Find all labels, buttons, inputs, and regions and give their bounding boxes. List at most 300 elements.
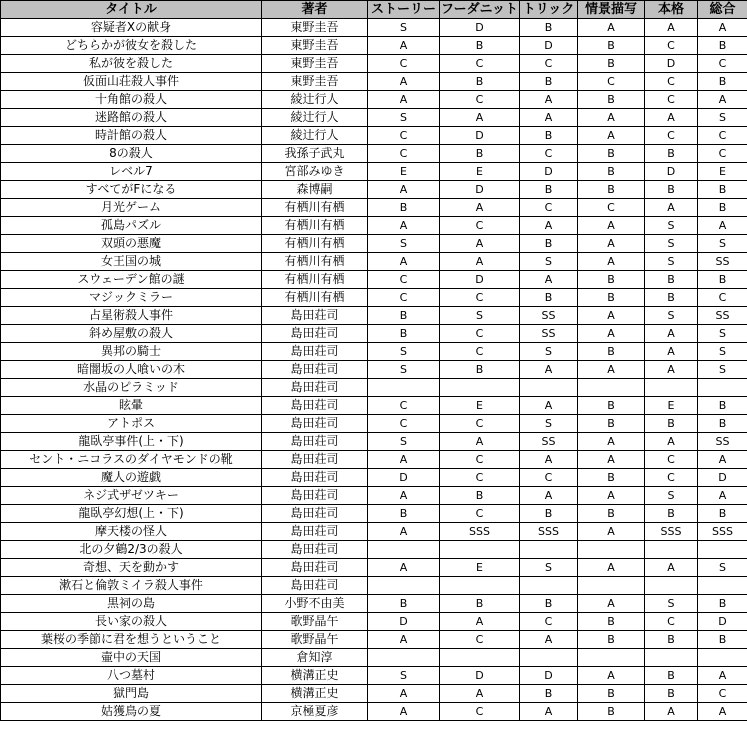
cell-author[interactable]: 東野圭吾 <box>262 19 368 37</box>
cell-title[interactable]: 容疑者Xの献身 <box>1 19 262 37</box>
cell-title[interactable]: 私が彼を殺した <box>1 55 262 73</box>
cell-overall[interactable]: S <box>698 235 747 253</box>
cell-overall[interactable]: SSS <box>698 523 747 541</box>
cell-title[interactable]: 孤島パズル <box>1 217 262 235</box>
cell-title[interactable]: 北の夕鶴2/3の殺人 <box>1 541 262 559</box>
cell-honkaku[interactable]: B <box>645 631 698 649</box>
cell-author[interactable]: 島田荘司 <box>262 451 368 469</box>
cell-trick[interactable] <box>520 577 578 595</box>
cell-trick[interactable]: A <box>520 451 578 469</box>
cell-overall[interactable]: B <box>698 397 747 415</box>
cell-overall[interactable]: B <box>698 199 747 217</box>
cell-title[interactable]: 異邦の騎士 <box>1 343 262 361</box>
cell-honkaku[interactable]: B <box>645 505 698 523</box>
cell-title[interactable]: スウェーデン館の謎 <box>1 271 262 289</box>
cell-author[interactable]: 宮部みゆき <box>262 163 368 181</box>
cell-author[interactable]: 有栖川有栖 <box>262 271 368 289</box>
cell-scenery[interactable]: C <box>578 73 645 91</box>
cell-title[interactable]: 時計館の殺人 <box>1 127 262 145</box>
cell-title[interactable]: 長い家の殺人 <box>1 613 262 631</box>
cell-fairness[interactable]: C <box>440 415 520 433</box>
cell-story[interactable]: C <box>368 397 440 415</box>
cell-fairness[interactable] <box>440 577 520 595</box>
cell-fairness[interactable]: C <box>440 451 520 469</box>
cell-honkaku[interactable]: A <box>645 433 698 451</box>
cell-author[interactable]: 有栖川有栖 <box>262 235 368 253</box>
cell-fairness[interactable]: E <box>440 163 520 181</box>
cell-trick[interactable]: A <box>520 361 578 379</box>
cell-fairness[interactable]: A <box>440 199 520 217</box>
cell-trick[interactable]: SSS <box>520 523 578 541</box>
cell-fairness[interactable]: C <box>440 343 520 361</box>
cell-fairness[interactable]: B <box>440 73 520 91</box>
cell-trick[interactable]: A <box>520 217 578 235</box>
cell-trick[interactable]: S <box>520 343 578 361</box>
cell-author[interactable]: 島田荘司 <box>262 505 368 523</box>
cell-scenery[interactable]: A <box>578 217 645 235</box>
cell-honkaku[interactable]: S <box>645 307 698 325</box>
cell-trick[interactable]: B <box>520 289 578 307</box>
cell-fairness[interactable]: D <box>440 19 520 37</box>
cell-story[interactable]: E <box>368 163 440 181</box>
cell-overall[interactable]: A <box>698 217 747 235</box>
cell-trick[interactable]: B <box>520 505 578 523</box>
cell-title[interactable]: どちらかが彼女を殺した <box>1 37 262 55</box>
cell-overall[interactable]: A <box>698 487 747 505</box>
cell-title[interactable]: 8の殺人 <box>1 145 262 163</box>
cell-author[interactable]: 島田荘司 <box>262 343 368 361</box>
cell-trick[interactable]: D <box>520 163 578 181</box>
cell-story[interactable]: B <box>368 325 440 343</box>
cell-trick[interactable]: C <box>520 469 578 487</box>
cell-story[interactable] <box>368 649 440 667</box>
cell-fairness[interactable] <box>440 649 520 667</box>
cell-author[interactable]: 島田荘司 <box>262 577 368 595</box>
cell-overall[interactable]: SS <box>698 433 747 451</box>
cell-author[interactable]: 森博嗣 <box>262 181 368 199</box>
cell-trick[interactable]: B <box>520 19 578 37</box>
cell-trick[interactable]: C <box>520 145 578 163</box>
cell-overall[interactable]: B <box>698 505 747 523</box>
cell-title[interactable]: すべてがFになる <box>1 181 262 199</box>
cell-overall[interactable]: A <box>698 667 747 685</box>
cell-scenery[interactable]: A <box>578 433 645 451</box>
cell-fairness[interactable]: C <box>440 325 520 343</box>
cell-scenery[interactable] <box>578 649 645 667</box>
cell-trick[interactable]: SS <box>520 433 578 451</box>
cell-scenery[interactable]: A <box>578 559 645 577</box>
cell-story[interactable]: D <box>368 469 440 487</box>
cell-overall[interactable]: C <box>698 289 747 307</box>
cell-fairness[interactable]: C <box>440 631 520 649</box>
cell-honkaku[interactable]: C <box>645 469 698 487</box>
cell-fairness[interactable]: D <box>440 181 520 199</box>
cell-honkaku[interactable]: S <box>645 217 698 235</box>
cell-fairness[interactable]: B <box>440 145 520 163</box>
cell-story[interactable]: A <box>368 685 440 703</box>
cell-fairness[interactable]: A <box>440 109 520 127</box>
cell-author[interactable]: 倉知淳 <box>262 649 368 667</box>
cell-author[interactable]: 歌野晶午 <box>262 631 368 649</box>
cell-fairness[interactable]: A <box>440 253 520 271</box>
cell-story[interactable]: S <box>368 343 440 361</box>
cell-story[interactable]: A <box>368 559 440 577</box>
cell-author[interactable]: 歌野晶午 <box>262 613 368 631</box>
cell-title[interactable]: 迷路館の殺人 <box>1 109 262 127</box>
cell-author[interactable]: 島田荘司 <box>262 325 368 343</box>
cell-trick[interactable]: A <box>520 271 578 289</box>
cell-author[interactable]: 有栖川有栖 <box>262 217 368 235</box>
cell-overall[interactable]: B <box>698 415 747 433</box>
cell-honkaku[interactable]: B <box>645 145 698 163</box>
cell-scenery[interactable] <box>578 577 645 595</box>
cell-overall[interactable]: S <box>698 361 747 379</box>
cell-title[interactable]: 黒祠の島 <box>1 595 262 613</box>
cell-trick[interactable] <box>520 649 578 667</box>
cell-overall[interactable]: A <box>698 91 747 109</box>
cell-trick[interactable]: S <box>520 415 578 433</box>
cell-trick[interactable]: A <box>520 703 578 721</box>
cell-title[interactable]: 魔人の遊戯 <box>1 469 262 487</box>
header-trick[interactable]: トリック <box>520 1 578 19</box>
cell-trick[interactable]: C <box>520 199 578 217</box>
cell-honkaku[interactable]: A <box>645 325 698 343</box>
cell-overall[interactable]: B <box>698 73 747 91</box>
cell-honkaku[interactable]: S <box>645 235 698 253</box>
cell-honkaku[interactable]: C <box>645 37 698 55</box>
cell-story[interactable]: S <box>368 235 440 253</box>
header-author[interactable]: 著者 <box>262 1 368 19</box>
cell-author[interactable]: 有栖川有栖 <box>262 253 368 271</box>
cell-overall[interactable]: B <box>698 37 747 55</box>
cell-scenery[interactable]: B <box>578 469 645 487</box>
cell-scenery[interactable] <box>578 541 645 559</box>
cell-honkaku[interactable]: B <box>645 667 698 685</box>
cell-author[interactable]: 東野圭吾 <box>262 73 368 91</box>
cell-author[interactable]: 有栖川有栖 <box>262 199 368 217</box>
cell-honkaku[interactable]: A <box>645 361 698 379</box>
cell-title[interactable]: 水晶のピラミッド <box>1 379 262 397</box>
cell-scenery[interactable]: B <box>578 55 645 73</box>
cell-story[interactable]: C <box>368 127 440 145</box>
cell-title[interactable]: 十角館の殺人 <box>1 91 262 109</box>
cell-scenery[interactable]: B <box>578 415 645 433</box>
cell-story[interactable]: S <box>368 433 440 451</box>
cell-story[interactable]: S <box>368 667 440 685</box>
cell-overall[interactable]: A <box>698 451 747 469</box>
cell-fairness[interactable]: D <box>440 271 520 289</box>
cell-overall[interactable]: A <box>698 19 747 37</box>
cell-overall[interactable]: C <box>698 685 747 703</box>
cell-title[interactable]: 占星術殺人事件 <box>1 307 262 325</box>
cell-trick[interactable]: C <box>520 55 578 73</box>
header-title[interactable]: タイトル <box>1 1 262 19</box>
cell-title[interactable]: 摩天楼の怪人 <box>1 523 262 541</box>
cell-scenery[interactable]: A <box>578 19 645 37</box>
cell-author[interactable]: 島田荘司 <box>262 559 368 577</box>
cell-author[interactable]: 綾辻行人 <box>262 109 368 127</box>
cell-scenery[interactable]: B <box>578 703 645 721</box>
cell-author[interactable]: 横溝正史 <box>262 685 368 703</box>
cell-title[interactable]: 八つ墓村 <box>1 667 262 685</box>
cell-honkaku[interactable]: A <box>645 19 698 37</box>
cell-story[interactable]: A <box>368 523 440 541</box>
cell-fairness[interactable]: A <box>440 235 520 253</box>
cell-fairness[interactable]: C <box>440 55 520 73</box>
cell-scenery[interactable]: A <box>578 667 645 685</box>
cell-honkaku[interactable]: C <box>645 73 698 91</box>
cell-title[interactable]: 女王国の城 <box>1 253 262 271</box>
cell-trick[interactable]: SS <box>520 325 578 343</box>
cell-story[interactable]: S <box>368 19 440 37</box>
cell-fairness[interactable]: D <box>440 127 520 145</box>
cell-trick[interactable]: A <box>520 487 578 505</box>
cell-scenery[interactable]: A <box>578 307 645 325</box>
cell-fairness[interactable] <box>440 541 520 559</box>
cell-author[interactable]: 横溝正史 <box>262 667 368 685</box>
cell-scenery[interactable]: B <box>578 271 645 289</box>
cell-overall[interactable]: S <box>698 343 747 361</box>
cell-story[interactable]: S <box>368 361 440 379</box>
cell-title[interactable]: アトポス <box>1 415 262 433</box>
cell-story[interactable]: B <box>368 505 440 523</box>
cell-honkaku[interactable]: C <box>645 91 698 109</box>
cell-scenery[interactable]: A <box>578 523 645 541</box>
cell-trick[interactable]: SS <box>520 307 578 325</box>
cell-honkaku[interactable]: C <box>645 451 698 469</box>
cell-fairness[interactable]: A <box>440 613 520 631</box>
cell-title[interactable]: 斜め屋敷の殺人 <box>1 325 262 343</box>
cell-honkaku[interactable]: S <box>645 487 698 505</box>
cell-overall[interactable] <box>698 649 747 667</box>
cell-honkaku[interactable] <box>645 379 698 397</box>
cell-fairness[interactable]: B <box>440 595 520 613</box>
cell-overall[interactable]: SS <box>698 253 747 271</box>
cell-honkaku[interactable]: S <box>645 253 698 271</box>
cell-overall[interactable]: B <box>698 595 747 613</box>
cell-scenery[interactable]: B <box>578 163 645 181</box>
cell-story[interactable]: C <box>368 55 440 73</box>
cell-story[interactable]: C <box>368 145 440 163</box>
cell-overall[interactable]: B <box>698 631 747 649</box>
cell-title[interactable]: 仮面山荘殺人事件 <box>1 73 262 91</box>
cell-author[interactable]: 島田荘司 <box>262 397 368 415</box>
cell-overall[interactable]: SS <box>698 307 747 325</box>
cell-scenery[interactable]: B <box>578 343 645 361</box>
cell-fairness[interactable]: A <box>440 433 520 451</box>
cell-author[interactable]: 島田荘司 <box>262 433 368 451</box>
cell-honkaku[interactable]: C <box>645 613 698 631</box>
cell-overall[interactable] <box>698 379 747 397</box>
cell-honkaku[interactable]: B <box>645 685 698 703</box>
cell-trick[interactable]: A <box>520 631 578 649</box>
cell-overall[interactable]: S <box>698 109 747 127</box>
cell-scenery[interactable]: B <box>578 91 645 109</box>
cell-honkaku[interactable] <box>645 649 698 667</box>
cell-overall[interactable]: B <box>698 181 747 199</box>
cell-overall[interactable]: C <box>698 127 747 145</box>
cell-honkaku[interactable]: C <box>645 127 698 145</box>
cell-overall[interactable]: D <box>698 469 747 487</box>
cell-fairness[interactable]: E <box>440 559 520 577</box>
cell-scenery[interactable]: A <box>578 109 645 127</box>
cell-story[interactable] <box>368 379 440 397</box>
cell-author[interactable]: 有栖川有栖 <box>262 289 368 307</box>
cell-honkaku[interactable] <box>645 541 698 559</box>
cell-fairness[interactable]: C <box>440 469 520 487</box>
cell-story[interactable]: C <box>368 289 440 307</box>
cell-trick[interactable]: D <box>520 37 578 55</box>
cell-author[interactable]: 綾辻行人 <box>262 127 368 145</box>
cell-story[interactable] <box>368 541 440 559</box>
cell-trick[interactable]: S <box>520 559 578 577</box>
cell-story[interactable]: A <box>368 181 440 199</box>
cell-trick[interactable]: B <box>520 181 578 199</box>
cell-story[interactable]: D <box>368 613 440 631</box>
cell-scenery[interactable] <box>578 379 645 397</box>
cell-trick[interactable]: B <box>520 127 578 145</box>
cell-author[interactable]: 京極夏彦 <box>262 703 368 721</box>
cell-author[interactable]: 島田荘司 <box>262 487 368 505</box>
cell-scenery[interactable]: A <box>578 451 645 469</box>
cell-story[interactable]: S <box>368 109 440 127</box>
cell-overall[interactable]: C <box>698 55 747 73</box>
cell-title[interactable]: 龍臥亭幻想(上・下) <box>1 505 262 523</box>
cell-author[interactable]: 島田荘司 <box>262 523 368 541</box>
cell-scenery[interactable]: B <box>578 37 645 55</box>
cell-story[interactable]: A <box>368 487 440 505</box>
cell-honkaku[interactable]: B <box>645 271 698 289</box>
header-overall[interactable]: 総合 <box>698 1 747 19</box>
cell-author[interactable]: 島田荘司 <box>262 361 368 379</box>
cell-overall[interactable]: S <box>698 559 747 577</box>
cell-fairness[interactable]: C <box>440 505 520 523</box>
cell-trick[interactable] <box>520 379 578 397</box>
cell-title[interactable]: マジックミラー <box>1 289 262 307</box>
header-story[interactable]: ストーリー <box>368 1 440 19</box>
cell-honkaku[interactable]: A <box>645 109 698 127</box>
cell-story[interactable]: A <box>368 253 440 271</box>
header-scenery[interactable]: 情景描写 <box>578 1 645 19</box>
cell-scenery[interactable]: A <box>578 235 645 253</box>
cell-story[interactable]: B <box>368 199 440 217</box>
cell-fairness[interactable]: B <box>440 37 520 55</box>
cell-honkaku[interactable]: D <box>645 55 698 73</box>
cell-scenery[interactable]: B <box>578 685 645 703</box>
cell-honkaku[interactable]: A <box>645 703 698 721</box>
cell-author[interactable]: 島田荘司 <box>262 415 368 433</box>
cell-title[interactable]: 眩暈 <box>1 397 262 415</box>
cell-fairness[interactable]: C <box>440 91 520 109</box>
cell-story[interactable]: A <box>368 217 440 235</box>
cell-fairness[interactable]: C <box>440 703 520 721</box>
cell-author[interactable]: 島田荘司 <box>262 307 368 325</box>
cell-title[interactable]: ネジ式ザゼツキー <box>1 487 262 505</box>
cell-story[interactable]: C <box>368 415 440 433</box>
cell-fairness[interactable]: D <box>440 667 520 685</box>
cell-scenery[interactable]: A <box>578 487 645 505</box>
cell-honkaku[interactable] <box>645 577 698 595</box>
cell-trick[interactable] <box>520 541 578 559</box>
cell-story[interactable]: A <box>368 451 440 469</box>
cell-honkaku[interactable]: D <box>645 163 698 181</box>
cell-overall[interactable] <box>698 577 747 595</box>
cell-scenery[interactable]: A <box>578 127 645 145</box>
cell-title[interactable]: 龍臥亭事件(上・下) <box>1 433 262 451</box>
cell-trick[interactable]: D <box>520 667 578 685</box>
cell-overall[interactable]: E <box>698 163 747 181</box>
cell-honkaku[interactable]: S <box>645 595 698 613</box>
cell-story[interactable]: A <box>368 73 440 91</box>
cell-author[interactable]: 島田荘司 <box>262 469 368 487</box>
cell-title[interactable]: レベル7 <box>1 163 262 181</box>
cell-title[interactable]: 奇想、天を動かす <box>1 559 262 577</box>
cell-author[interactable]: 東野圭吾 <box>262 37 368 55</box>
cell-scenery[interactable]: B <box>578 181 645 199</box>
cell-overall[interactable] <box>698 541 747 559</box>
cell-scenery[interactable]: B <box>578 397 645 415</box>
cell-title[interactable]: 月光ゲーム <box>1 199 262 217</box>
cell-title[interactable]: 双頭の悪魔 <box>1 235 262 253</box>
cell-fairness[interactable]: SSS <box>440 523 520 541</box>
cell-title[interactable]: セント・ニコラスのダイヤモンドの靴 <box>1 451 262 469</box>
cell-author[interactable]: 小野不由美 <box>262 595 368 613</box>
cell-honkaku[interactable]: A <box>645 199 698 217</box>
cell-author[interactable]: 綾辻行人 <box>262 91 368 109</box>
cell-scenery[interactable]: A <box>578 325 645 343</box>
cell-trick[interactable]: A <box>520 91 578 109</box>
cell-overall[interactable]: D <box>698 613 747 631</box>
cell-story[interactable]: A <box>368 703 440 721</box>
cell-title[interactable]: 獄門島 <box>1 685 262 703</box>
cell-trick[interactable]: B <box>520 595 578 613</box>
cell-scenery[interactable]: B <box>578 505 645 523</box>
cell-trick[interactable]: B <box>520 73 578 91</box>
cell-trick[interactable]: A <box>520 397 578 415</box>
cell-fairness[interactable]: E <box>440 397 520 415</box>
cell-title[interactable]: 姑獲鳥の夏 <box>1 703 262 721</box>
cell-fairness[interactable]: S <box>440 307 520 325</box>
cell-story[interactable] <box>368 577 440 595</box>
cell-title[interactable]: 漱石と倫敦ミイラ殺人事件 <box>1 577 262 595</box>
cell-story[interactable]: B <box>368 595 440 613</box>
cell-overall[interactable]: A <box>698 703 747 721</box>
cell-story[interactable]: A <box>368 631 440 649</box>
cell-overall[interactable]: B <box>698 271 747 289</box>
cell-scenery[interactable]: B <box>578 613 645 631</box>
cell-honkaku[interactable]: E <box>645 397 698 415</box>
cell-scenery[interactable]: B <box>578 289 645 307</box>
cell-author[interactable]: 東野圭吾 <box>262 55 368 73</box>
cell-story[interactable]: C <box>368 271 440 289</box>
cell-scenery[interactable]: A <box>578 595 645 613</box>
cell-honkaku[interactable]: B <box>645 289 698 307</box>
cell-author[interactable]: 島田荘司 <box>262 379 368 397</box>
cell-title[interactable]: 暗闇坂の人喰いの木 <box>1 361 262 379</box>
cell-story[interactable]: A <box>368 37 440 55</box>
cell-story[interactable]: A <box>368 91 440 109</box>
header-fairness[interactable]: フーダニット <box>440 2 519 17</box>
cell-honkaku[interactable]: B <box>645 415 698 433</box>
header-honkaku[interactable]: 本格 <box>645 1 698 19</box>
cell-scenery[interactable]: B <box>578 631 645 649</box>
cell-title[interactable]: 壷中の天国 <box>1 649 262 667</box>
cell-honkaku[interactable]: A <box>645 559 698 577</box>
cell-trick[interactable]: S <box>520 253 578 271</box>
cell-trick[interactable]: A <box>520 109 578 127</box>
cell-fairness[interactable]: A <box>440 685 520 703</box>
cell-fairness[interactable]: C <box>440 217 520 235</box>
